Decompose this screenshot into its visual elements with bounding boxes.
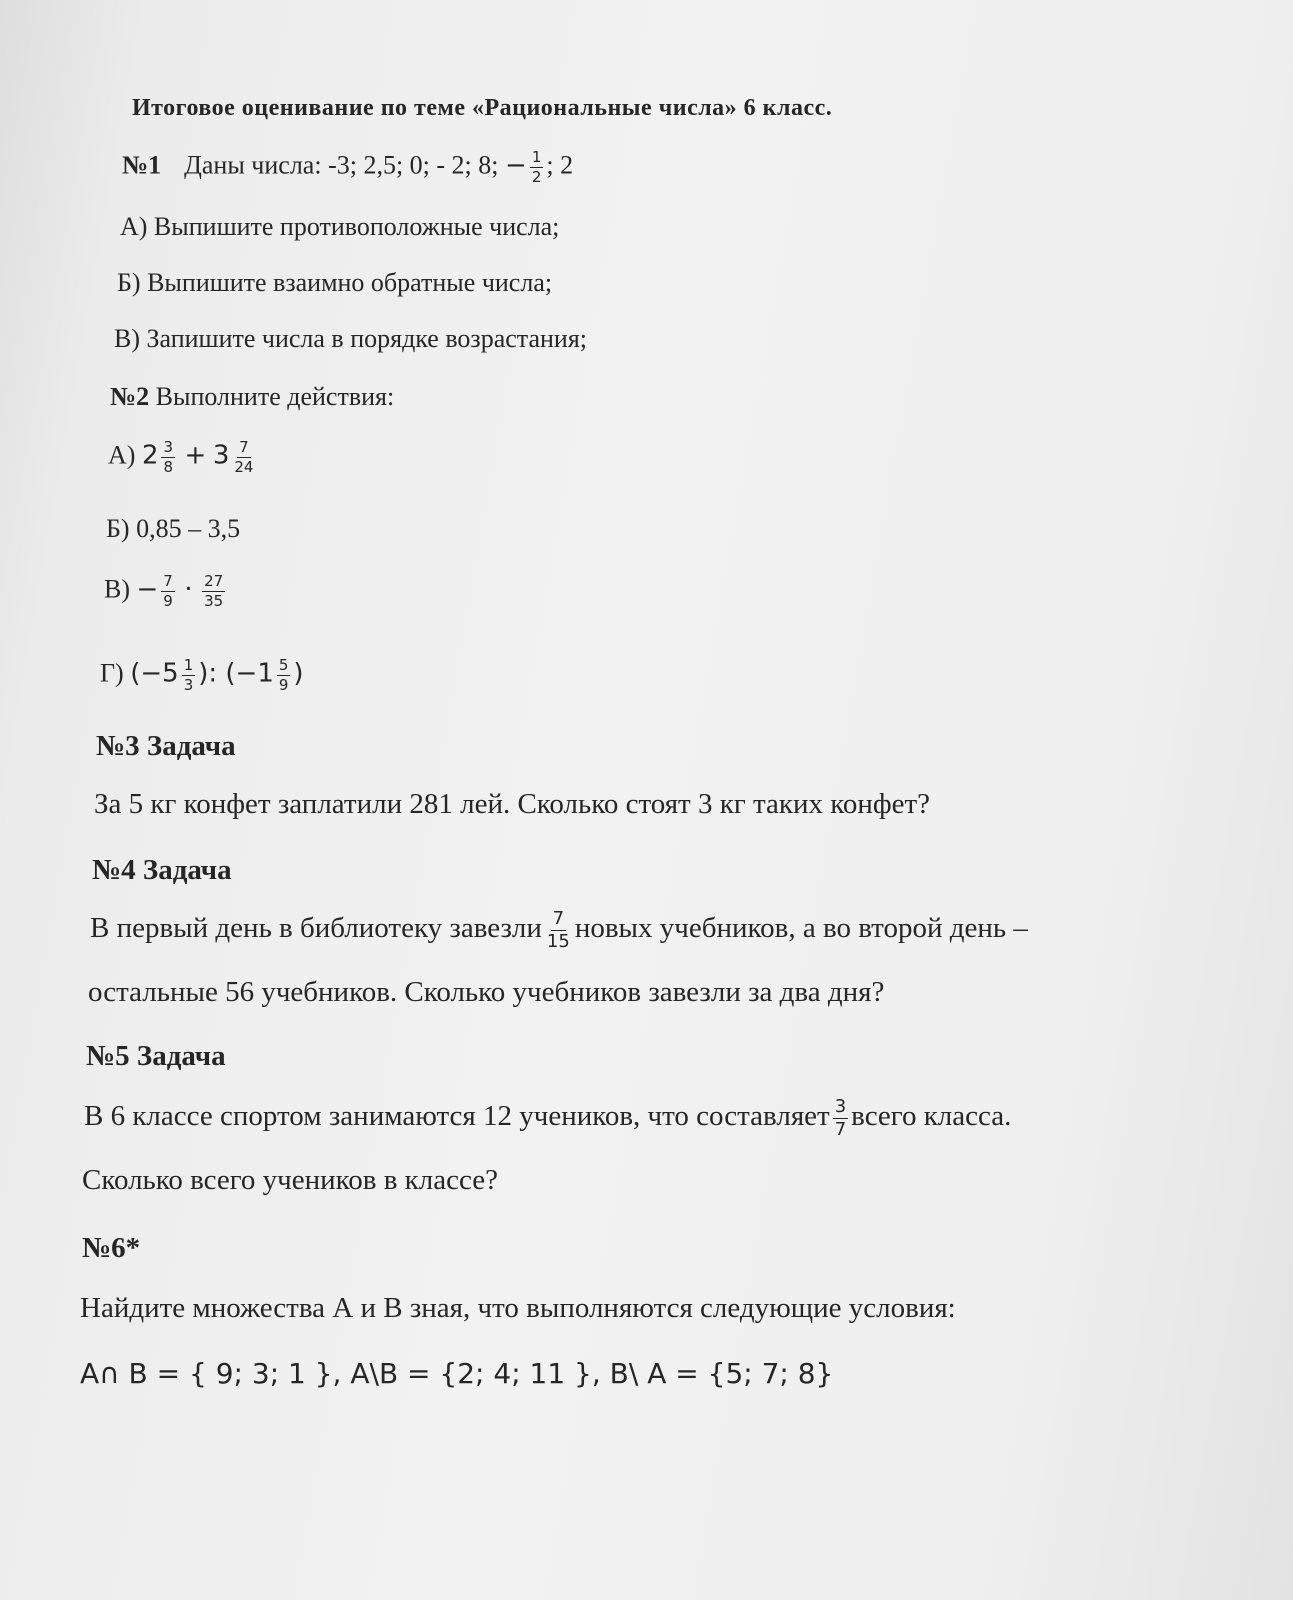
task4-line1: [90, 910, 1028, 951]
task1-number: №1: [122, 150, 162, 180]
task4-line2: остальные 56 учебников. Сколько учебников завезли за два дня?: [88, 976, 885, 1008]
task5-line1-start: В 6 классе спортом занимаются 12 учеников, что составляет: [84, 1100, 830, 1133]
task2-heading: [110, 384, 394, 410]
task5-heading: №5 Задача: [86, 1040, 226, 1072]
task2-d-close: ): [293, 658, 304, 689]
task2-d-fraction2: [277, 658, 291, 693]
task3-heading: №3 Задача: [96, 730, 236, 762]
task5-fraction-denominator: 7: [834, 1119, 847, 1140]
task2-number: №2: [110, 382, 150, 411]
task2-instruction: Выполните действия:: [155, 382, 395, 411]
task2-c-numerator1: 7: [163, 572, 173, 590]
task2-a-whole2: 3: [212, 440, 230, 471]
task6-heading: №6*: [82, 1232, 141, 1264]
task2-a-operator: +: [184, 440, 207, 471]
task6-text: Найдите множества А и В зная, что выполняются следующие условия:: [80, 1292, 956, 1324]
task2-c-denominator1: 9: [163, 592, 173, 610]
task2-a-denominator1: 8: [163, 458, 174, 476]
task2-a-fraction1: [161, 440, 175, 475]
task1-statement: [122, 150, 573, 185]
task2-d-label: Г): [100, 658, 124, 688]
task2-d-denominator1: 3: [183, 676, 194, 694]
task2-c-numerator2: 27: [204, 572, 224, 590]
task3-text: За 5 кг конфет заплатили 281 лей. Сколько стоят 3 кг таких конфет?: [94, 788, 931, 820]
task2-d-middle: ): (−1: [198, 658, 274, 689]
task6-formula: A∩ B = { 9; 3; 1 }, A\B = {2; 4; 11 }, B\ A = {5; 7; 8}: [80, 1357, 834, 1390]
task2-a-whole1: 2: [141, 440, 159, 471]
task2-c-negative-sign: −: [136, 574, 159, 605]
task1-item-c: В) Запишите числа в порядке возрастания;: [114, 324, 588, 353]
task1-negative-sign: −: [505, 150, 527, 181]
task2-a-denominator2: 24: [234, 458, 254, 476]
task5-line1-end: всего класса.: [851, 1100, 1012, 1133]
task2-c-fraction1: [161, 574, 175, 609]
task2-c-denominator2: 35: [204, 592, 224, 610]
task2-d-denominator2: 9: [278, 676, 289, 694]
task2-a-numerator1: 3: [163, 438, 174, 456]
task2-item-d: [100, 658, 304, 693]
task2-d-numerator2: 5: [278, 656, 289, 674]
task2-c-operator: ·: [184, 574, 193, 605]
task4-line1-start: В первый день в библиотеку завезли: [90, 912, 542, 945]
task4-heading: №4 Задача: [92, 854, 232, 886]
task2-d-numerator1: 1: [183, 656, 194, 674]
task2-c-label: В): [104, 574, 130, 604]
task1-fraction-numerator: 1: [531, 148, 542, 166]
task5-fraction-numerator: 3: [834, 1096, 847, 1117]
task2-a-numerator2: 7: [239, 438, 249, 456]
task1-fraction: [530, 150, 544, 185]
task4-fraction-denominator: 15: [546, 931, 570, 952]
worksheet-title: Итоговое оценивание по теме «Рациональные числа» 6 класс.: [132, 95, 833, 121]
task4-fraction-numerator: 7: [552, 908, 565, 929]
task5-fraction: [833, 1098, 848, 1139]
task2-d-open1: (−5: [130, 658, 179, 689]
task5-line1: [84, 1098, 1011, 1139]
task5-line2: Сколько всего учеников в классе?: [82, 1164, 498, 1196]
task1-fraction-denominator: 2: [531, 168, 542, 186]
task2-item-c: [104, 574, 228, 609]
task2-item-b: Б) 0,85 – 3,5: [106, 514, 241, 543]
task1-item-a: А) Выпишите противоположные числа;: [120, 212, 560, 241]
task4-line1-end: новых учебников, а во второй день –: [574, 912, 1028, 945]
task4-fraction: [545, 910, 572, 951]
task1-tail: ; 2: [546, 150, 574, 180]
task2-a-label: А): [108, 440, 136, 470]
task2-item-a: [108, 440, 258, 475]
task1-numbers: Даны числа: -3; 2,5; 0; - 2; 8;: [184, 150, 499, 180]
task2-c-fraction2: [202, 574, 225, 609]
task1-item-b: Б) Выпишите взаимно обратные числа;: [117, 268, 553, 297]
task2-a-fraction2: [232, 440, 255, 475]
task2-d-fraction1: [182, 658, 196, 693]
